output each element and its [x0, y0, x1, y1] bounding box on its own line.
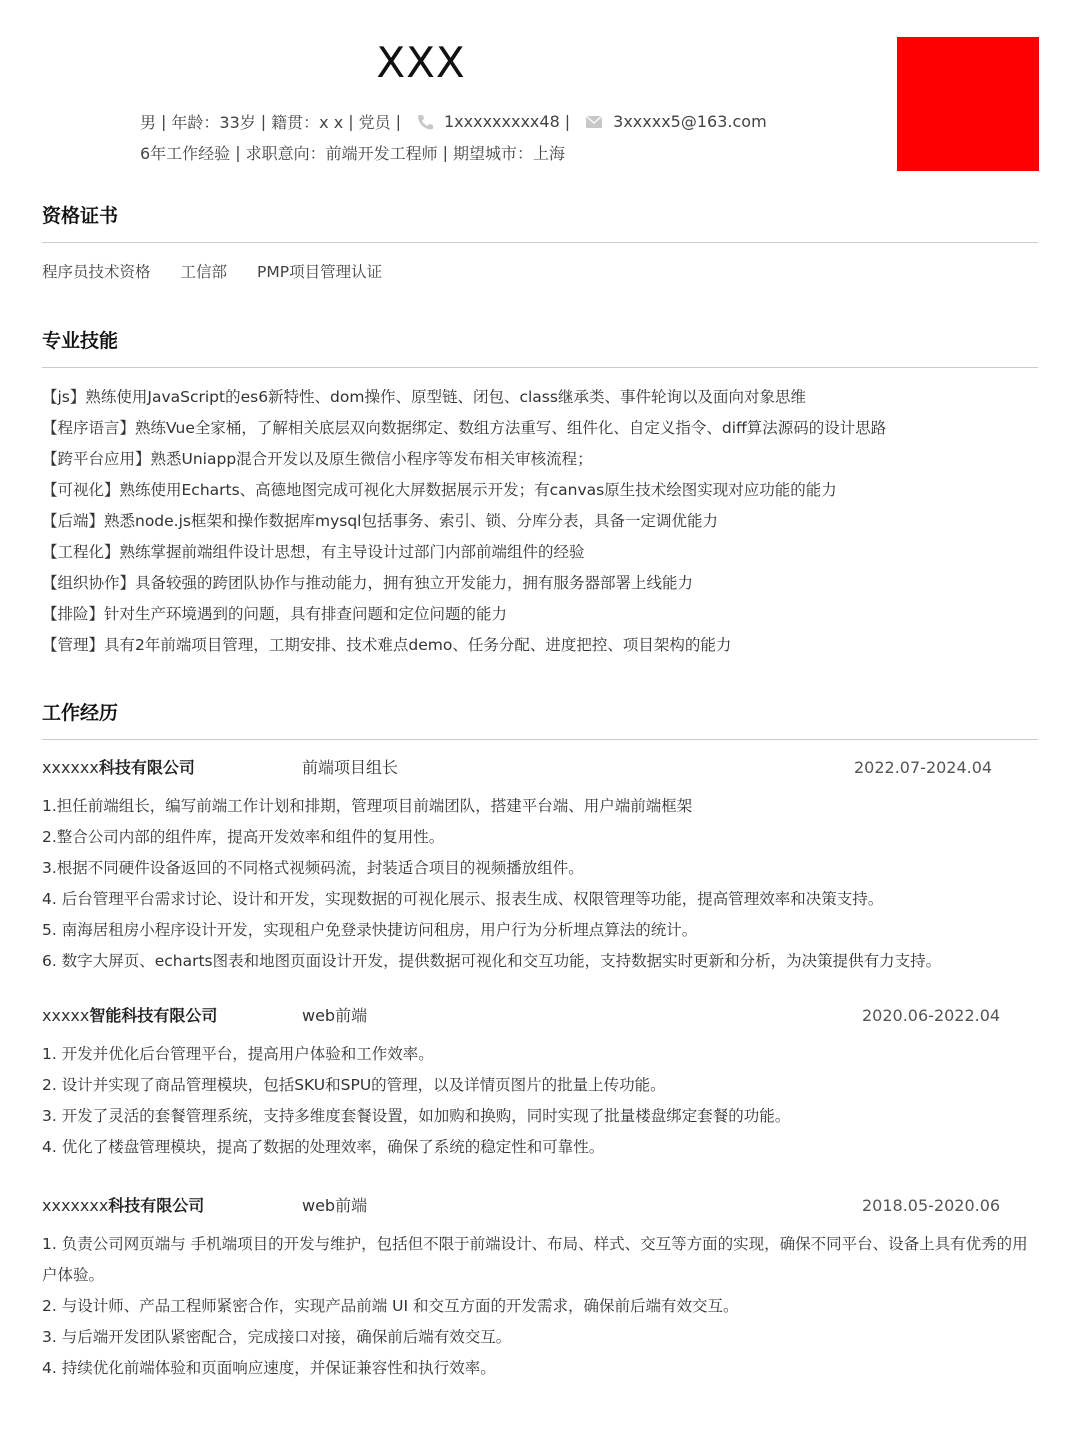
- separator: |: [442, 143, 448, 162]
- duty-item: 3. 开发了灵活的套餐管理系统，支持多维度套餐设置，如加购和换购，同时实现了批量楼盘绑定套餐的功能。: [42, 1107, 791, 1125]
- duty-item: 2. 与设计师、产品工程师紧密合作，实现产品前端 UI 和交互方面的开发需求，确保前后端有效交互。: [42, 1297, 739, 1315]
- expected-city: 期望城市：上海: [452, 144, 565, 163]
- skill-item: 【组织协作】具备较强的跨团队协作与推动能力，拥有独立开发能力，拥有服务器部署上线能力: [42, 574, 694, 592]
- job-intent-line: [140, 141, 565, 164]
- section-title-experience: 工作经历: [42, 702, 119, 724]
- company-name-prefix: xxxxxxx: [42, 1196, 109, 1215]
- company-name-suffix: 智能科技有限公司: [89, 1006, 218, 1025]
- duty-item: 1. 负责公司网页端与 手机端项目的开发与维护，包括但不限于前端设计、布局、样式、交互等方面的实现，确保不同平台、设备上具有优秀的用户体验。: [42, 1235, 1028, 1284]
- email-address: 3xxxxx5@163.com: [613, 112, 767, 131]
- job-role: web前端: [302, 1196, 368, 1215]
- work-experience-years: 6年工作经验: [140, 144, 231, 163]
- separator: |: [161, 112, 167, 131]
- certificate-item: 程序员技术资格: [42, 263, 151, 281]
- job-period: 2022.07-2024.04: [854, 758, 993, 777]
- skills-list: [42, 382, 1038, 661]
- skill-item: 【工程化】熟练掌握前端组件设计思想，有主导设计过部门内部前端组件的经验: [42, 543, 585, 561]
- duty-item: 4. 后台管理平台需求讨论、设计和开发，实现数据的可视化展示、报表生成、权限管理等功能，提高管理效率和决策支持。: [42, 890, 884, 908]
- section-divider: [42, 242, 1038, 243]
- skill-item: 【管理】具有2年前端项目管理，工期安排、技术难点demo、任务分配、进度把控、项目架构的能力: [42, 636, 732, 654]
- company-name-suffix: 科技有限公司: [98, 758, 195, 777]
- job-entry: [42, 754, 1038, 977]
- company-name: [42, 754, 195, 782]
- skill-item: 【跨平台应用】熟悉Uniapp混合开发以及原生微信小程序等发布相关审核流程；: [42, 450, 593, 468]
- duty-item: 1. 开发并优化后台管理平台，提高用户体验和工作效率。: [42, 1045, 434, 1063]
- skill-item: 【程序语言】熟练Vue全家桶，了解相关底层双向数据绑定、数组方法重写、组件化、自定义指令、diff算法源码的设计思路: [42, 419, 887, 437]
- phone-number: 1xxxxxxxxx48: [444, 112, 560, 131]
- job-header: [42, 1192, 1038, 1220]
- separator: |: [348, 112, 354, 131]
- job-duties: [42, 1229, 1038, 1384]
- candidate-name: XXX: [376, 38, 466, 87]
- phone-icon: [416, 114, 434, 130]
- skill-item: 【可视化】熟练使用Echarts、高德地图完成可视化大屏数据展示开发；有canvas原生技术绘图实现对应功能的能力: [42, 481, 837, 499]
- company-name-suffix: 科技有限公司: [108, 1196, 205, 1215]
- certificates-section: [42, 201, 1038, 282]
- duty-item: 2. 设计并实现了商品管理模块，包括SKU和SPU的管理，以及详情页图片的批量上传功能。: [42, 1076, 666, 1094]
- company-name: [42, 1002, 217, 1030]
- separator: |: [395, 112, 401, 131]
- job-role: 前端项目组长: [302, 758, 399, 777]
- skill-item: 【js】熟练使用JavaScript的es6新特性、dom操作、原型链、闭包、class继承类、事件轮询以及面向对象思维: [42, 388, 806, 406]
- job-entry: [42, 1002, 1038, 1163]
- duty-item: 4. 优化了楼盘管理模块，提高了数据的处理效率，确保了系统的稳定性和可靠性。: [42, 1138, 605, 1156]
- skill-item: 【排险】针对生产环境遇到的问题，具有排查问题和定位问题的能力: [42, 605, 508, 623]
- party-status: 党员: [358, 113, 391, 132]
- gender: 男: [140, 113, 157, 132]
- duty-item: 6. 数字大屏页、echarts图表和地图页面设计开发，提供数据可视化和交互功能，支持数据实时更新和分析，为决策提供有力支持。: [42, 952, 942, 970]
- duty-item: 2.整合公司内部的组件库，提高开发效率和组件的复用性。: [42, 828, 445, 846]
- duty-item: 3. 与后端开发团队紧密配合，完成接口对接，确保前后端有效交互。: [42, 1328, 512, 1346]
- personal-info-line: [140, 110, 767, 133]
- section-divider: [42, 367, 1038, 368]
- separator: |: [235, 143, 241, 162]
- experience-section: [42, 698, 1038, 1384]
- duty-item: 5. 南海居租房小程序设计开发，实现租户免登录快捷访问租房，用户行为分析埋点算法的统计。: [42, 921, 698, 939]
- job-period: 2020.06-2022.04: [862, 1006, 1001, 1025]
- job-header: [42, 1002, 1038, 1030]
- certificates-list: [42, 260, 1038, 282]
- skills-section: [42, 326, 1038, 661]
- section-divider: [42, 739, 1038, 740]
- profile-photo-placeholder: [897, 37, 1039, 171]
- duty-item: 4. 持续优化前端体验和页面响应速度，并保证兼容性和执行效率。: [42, 1359, 496, 1377]
- job-period: 2018.05-2020.06: [862, 1196, 1001, 1215]
- job-entry: [42, 1192, 1038, 1384]
- email-icon: [585, 114, 603, 130]
- hometown: 籍贯：x x: [271, 113, 344, 132]
- company-name: [42, 1192, 204, 1220]
- separator: |: [564, 112, 571, 131]
- skill-item: 【后端】熟悉node.js框架和操作数据库mysql包括事务、索引、锁、分库分表，具备一定调优能力: [42, 512, 718, 530]
- job-duties: [42, 791, 1038, 977]
- certificate-item: 工信部: [180, 263, 228, 281]
- section-title-certificates: 资格证书: [42, 205, 119, 227]
- separator: |: [260, 112, 267, 131]
- job-intention: 求职意向：前端开发工程师: [245, 144, 438, 163]
- duty-item: 3.根据不同硬件设备返回的不同格式视频码流，封装适合项目的视频播放组件。: [42, 859, 584, 877]
- job-role: web前端: [302, 1006, 368, 1025]
- age: 年龄：33岁: [171, 113, 256, 132]
- job-duties: [42, 1039, 1038, 1163]
- company-name-prefix: xxxxx: [42, 1006, 90, 1025]
- job-header: [42, 754, 1038, 782]
- section-title-skills: 专业技能: [42, 330, 119, 352]
- company-name-prefix: xxxxxx: [42, 758, 99, 777]
- duty-item: 1.担任前端组长，编写前端工作计划和排期，管理项目前端团队，搭建平台端、用户端前端框架: [42, 797, 693, 815]
- certificate-item: PMP项目管理认证: [257, 263, 383, 281]
